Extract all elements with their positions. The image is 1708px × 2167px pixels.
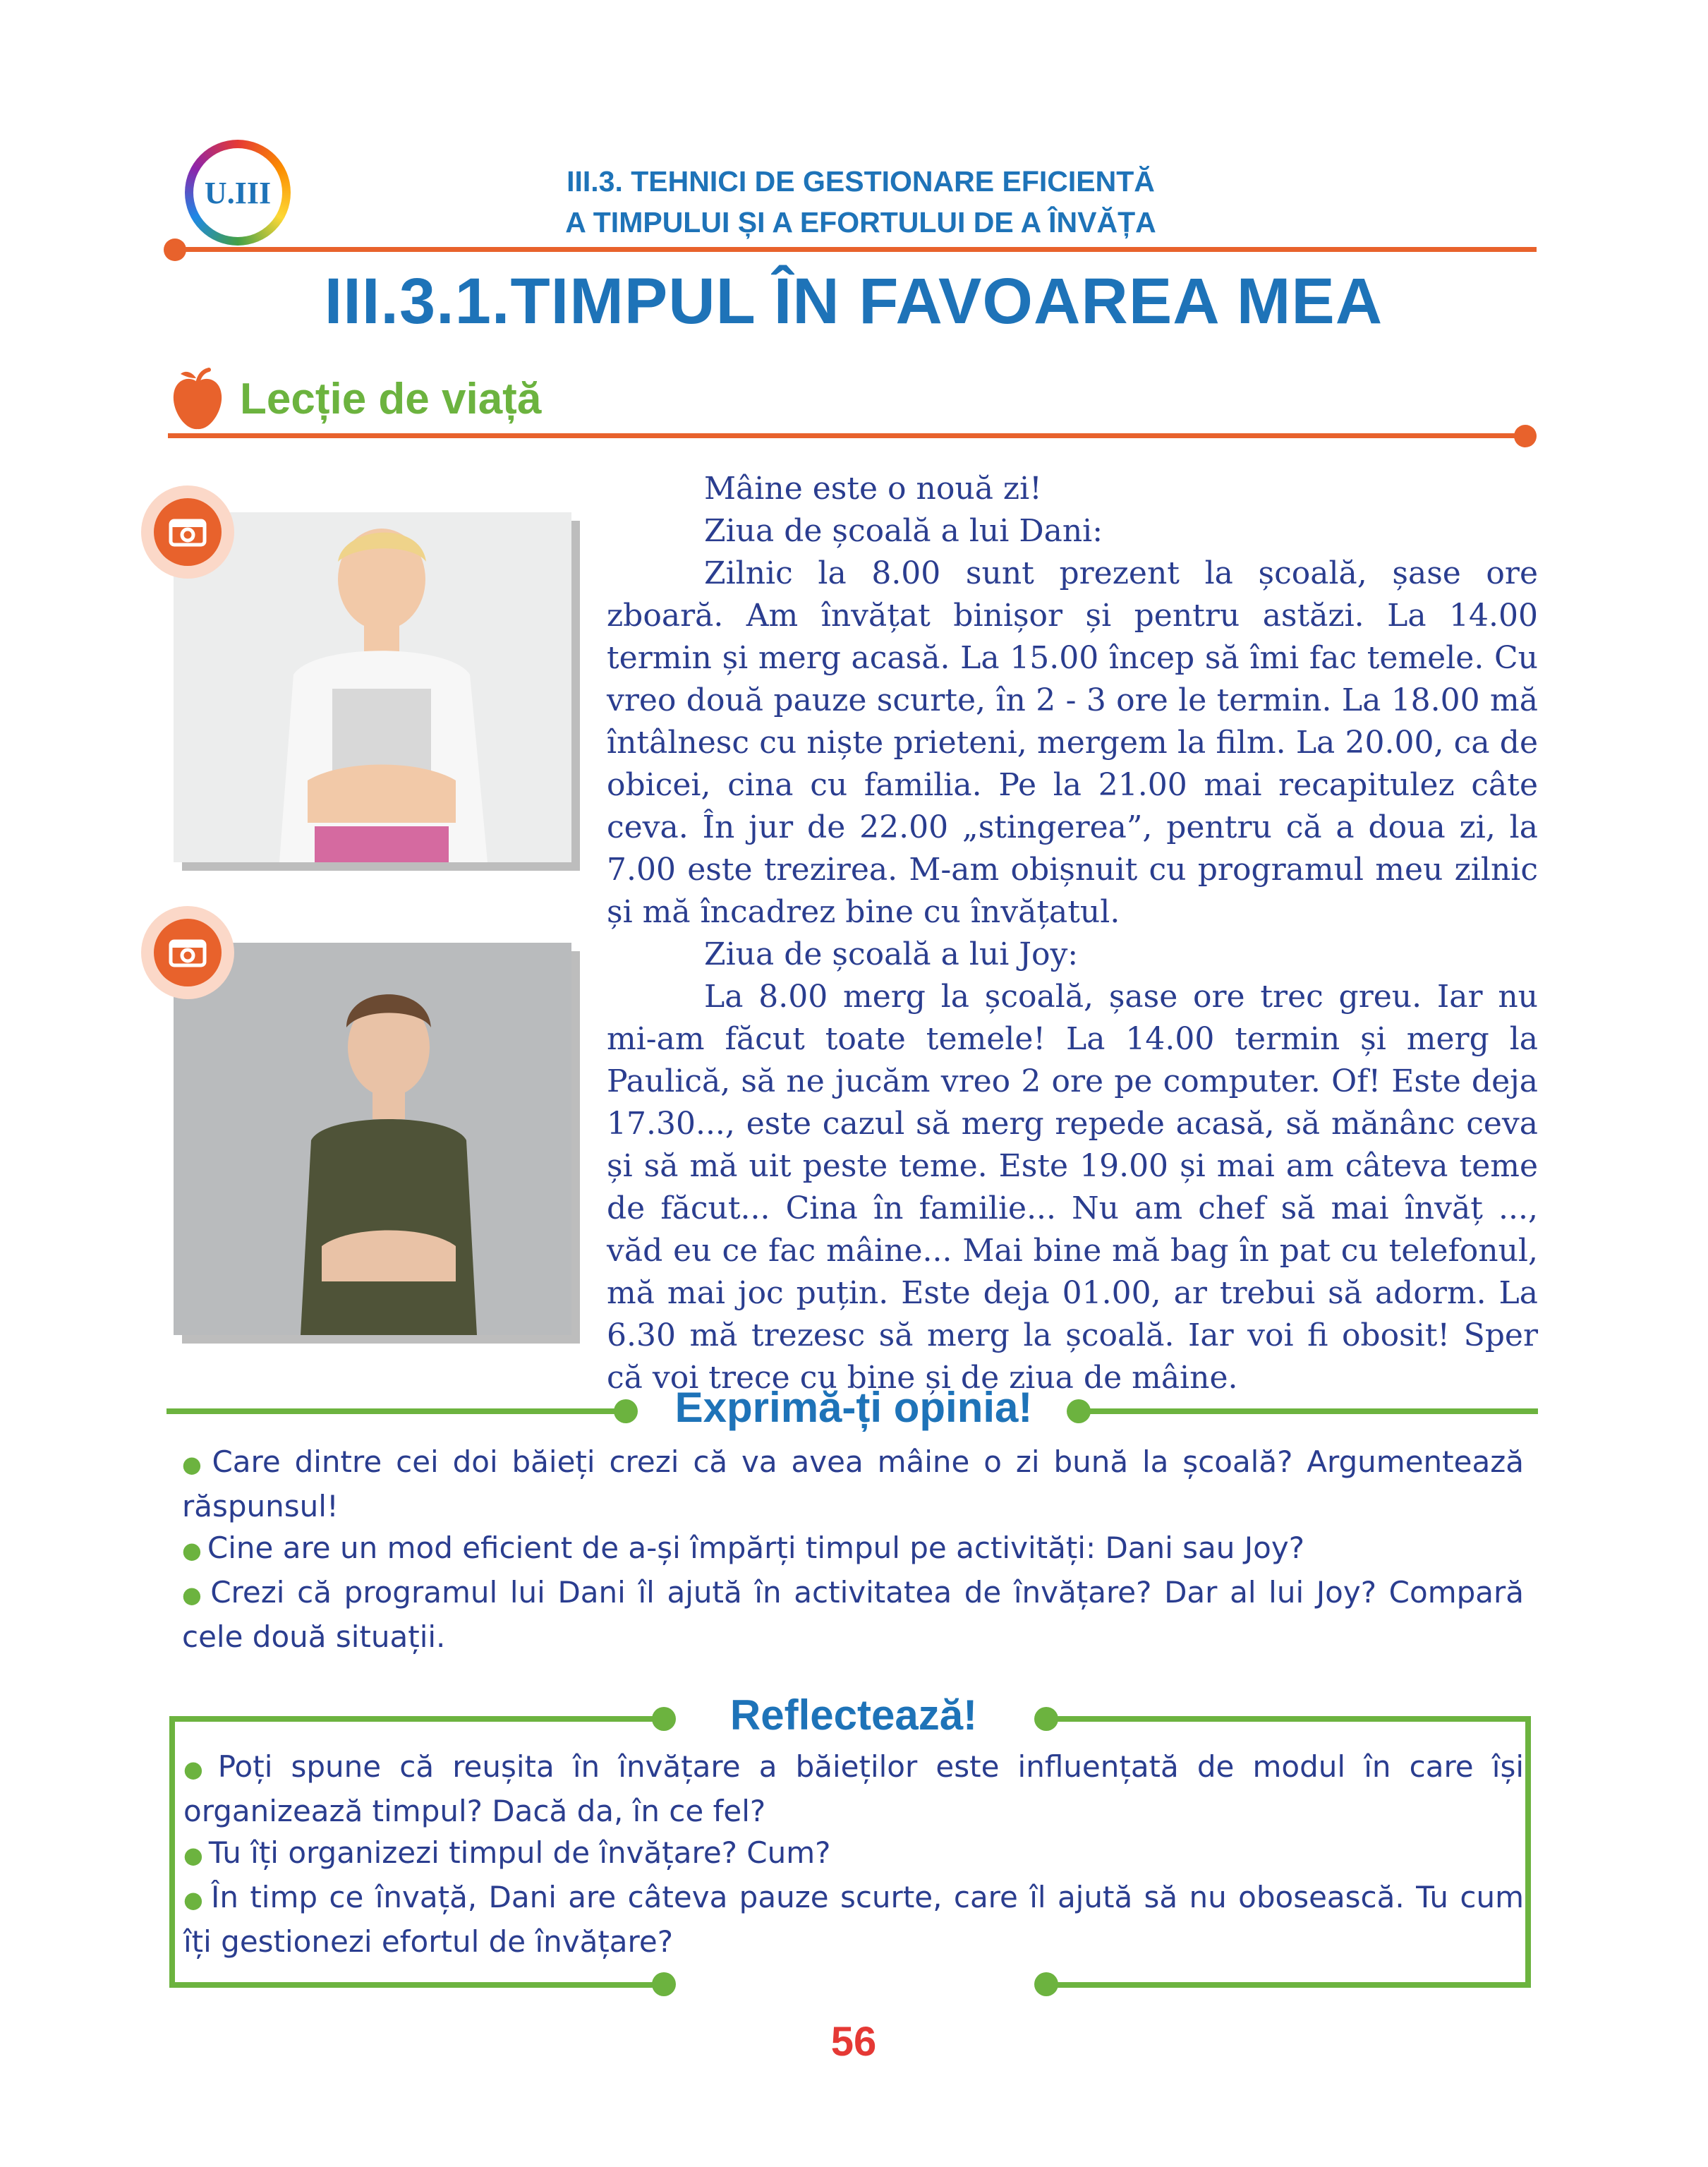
joy-paragraph: La 8.00 merg la școală, șase ore trec greu. Iar nu mi-am făcut toate temele! La 14.00 termin și merg la Paulică, să ne jucăm vreo 2 ore pe computer. Of! Este deja 17.30..., este cazul să merg repede acasă, să mănânc ceva și să mă uit peste teme. Este 19.00 și mai am câteva teme de făcut... Cina în familie... Nu am chef să mai învăț ..., văd eu ce fac mâine... Mai bine mă bag în pat cu telefonul, mă mai joc puțin. Este deja 01.00, ar trebui să adorm. La 6.30 mă trezesc să merg la școală. Iar voi fi obosit! Sper că voi trece cu bine și de ziua de mâine. bbox=[607, 979, 1538, 1396]
reflect-rule-dot bbox=[652, 1707, 676, 1731]
opinion-item: ● Cine are un mod eficient de a-și împărți timpul pe activități: Dani sau Joy? bbox=[182, 1531, 1304, 1565]
apple-icon bbox=[169, 367, 226, 437]
opinion-rule-dot bbox=[614, 1399, 638, 1423]
photo-joy bbox=[174, 943, 571, 1335]
photo-dani bbox=[174, 512, 571, 862]
joy-heading: Ziua de școală a lui Joy: bbox=[704, 936, 1079, 972]
lesson-rule-dot bbox=[1514, 425, 1537, 447]
opinion-rule-right bbox=[1079, 1408, 1538, 1414]
dani-paragraph: Zilnic la 8.00 sunt prezent la școală, șase ore zboară. Am învățat binișor și pentru astăzi. La 14.00 termin și merg acasă. La 15.00 încep să îmi fac temele. Cu vreo două pauze scurte, în 2 - 3 ore le termin. La 18.00 mă întâlnesc cu niște prieteni, mergem la film. La 20.00, ca de obicei, cina cu familia. Pe la 21.00 mai recapitulez câte ceva. În jur de 22.00 „stingerea”, pentru că a doua zi, la 7.00 este trezirea. M-am obișnuit cu programul meu zilnic și mă încadrez bine cu învățatul. bbox=[607, 555, 1538, 930]
opinion-rule-left bbox=[166, 1408, 622, 1414]
camera-icon bbox=[141, 906, 234, 999]
opinion-item: ● Crezi că programul lui Dani îl ajută în activitatea de învățare? Dar al lui Joy? Compară cele două situații. bbox=[182, 1575, 1525, 1654]
reflect-item: ● Poți spune că reușita în învățare a băieților este influențată de modul în care își organizează timpul? Dacă da, în ce fel? bbox=[183, 1749, 1524, 1828]
reflect-heading: Reflectează! bbox=[729, 1691, 978, 1739]
story-intro: Mâine este o nouă zi! bbox=[704, 471, 1042, 507]
page-number: 56 bbox=[830, 2019, 877, 2065]
unit-badge bbox=[185, 140, 291, 246]
header-rule bbox=[175, 247, 1537, 252]
camera-icon bbox=[141, 485, 234, 579]
lesson-title: Lecție de viață bbox=[240, 375, 542, 423]
reflect-item: ● Tu îți organizezi timpul de învățare? Cum? bbox=[183, 1835, 831, 1870]
reflect-item: ● În timp ce învață, Dani are câteva pauze scurte, care îl ajută să nu obosească. Tu cum îți gestionezi efortul de învățare? bbox=[183, 1880, 1525, 1959]
lesson-rule bbox=[168, 433, 1530, 438]
reflect-rule-dot bbox=[1034, 1707, 1058, 1731]
reflect-rule-dot bbox=[1034, 1972, 1058, 1996]
story-joy bbox=[607, 934, 1538, 1399]
story-dani bbox=[607, 468, 1538, 934]
reflect-rule-dot bbox=[652, 1972, 676, 1996]
opinion-list bbox=[182, 1441, 1524, 1658]
opinion-heading: Exprimă-ți opinia! bbox=[674, 1384, 1033, 1431]
section-header-line-2: A TIMPULUI ȘI A EFORTULUI DE A ÎNVĂȚA bbox=[565, 206, 1156, 239]
page-title: III.3.1.TIMPUL ÎN FAVOAREA MEA bbox=[324, 265, 1383, 337]
section-header-line-1: III.3. TEHNICI DE GESTIONARE EFICIENTĂ bbox=[567, 165, 1155, 198]
unit-badge-label: U.III bbox=[193, 148, 282, 237]
reflect-list bbox=[183, 1746, 1524, 1962]
section-header bbox=[508, 161, 1213, 243]
reflect-bottom-gap bbox=[670, 1976, 1037, 1993]
opinion-item: ● Care dintre cei doi băieți crezi că va avea mâine o zi bună la școală? Argumentează răspunsul! bbox=[182, 1444, 1525, 1523]
dani-heading: Ziua de școală a lui Dani: bbox=[704, 513, 1103, 549]
